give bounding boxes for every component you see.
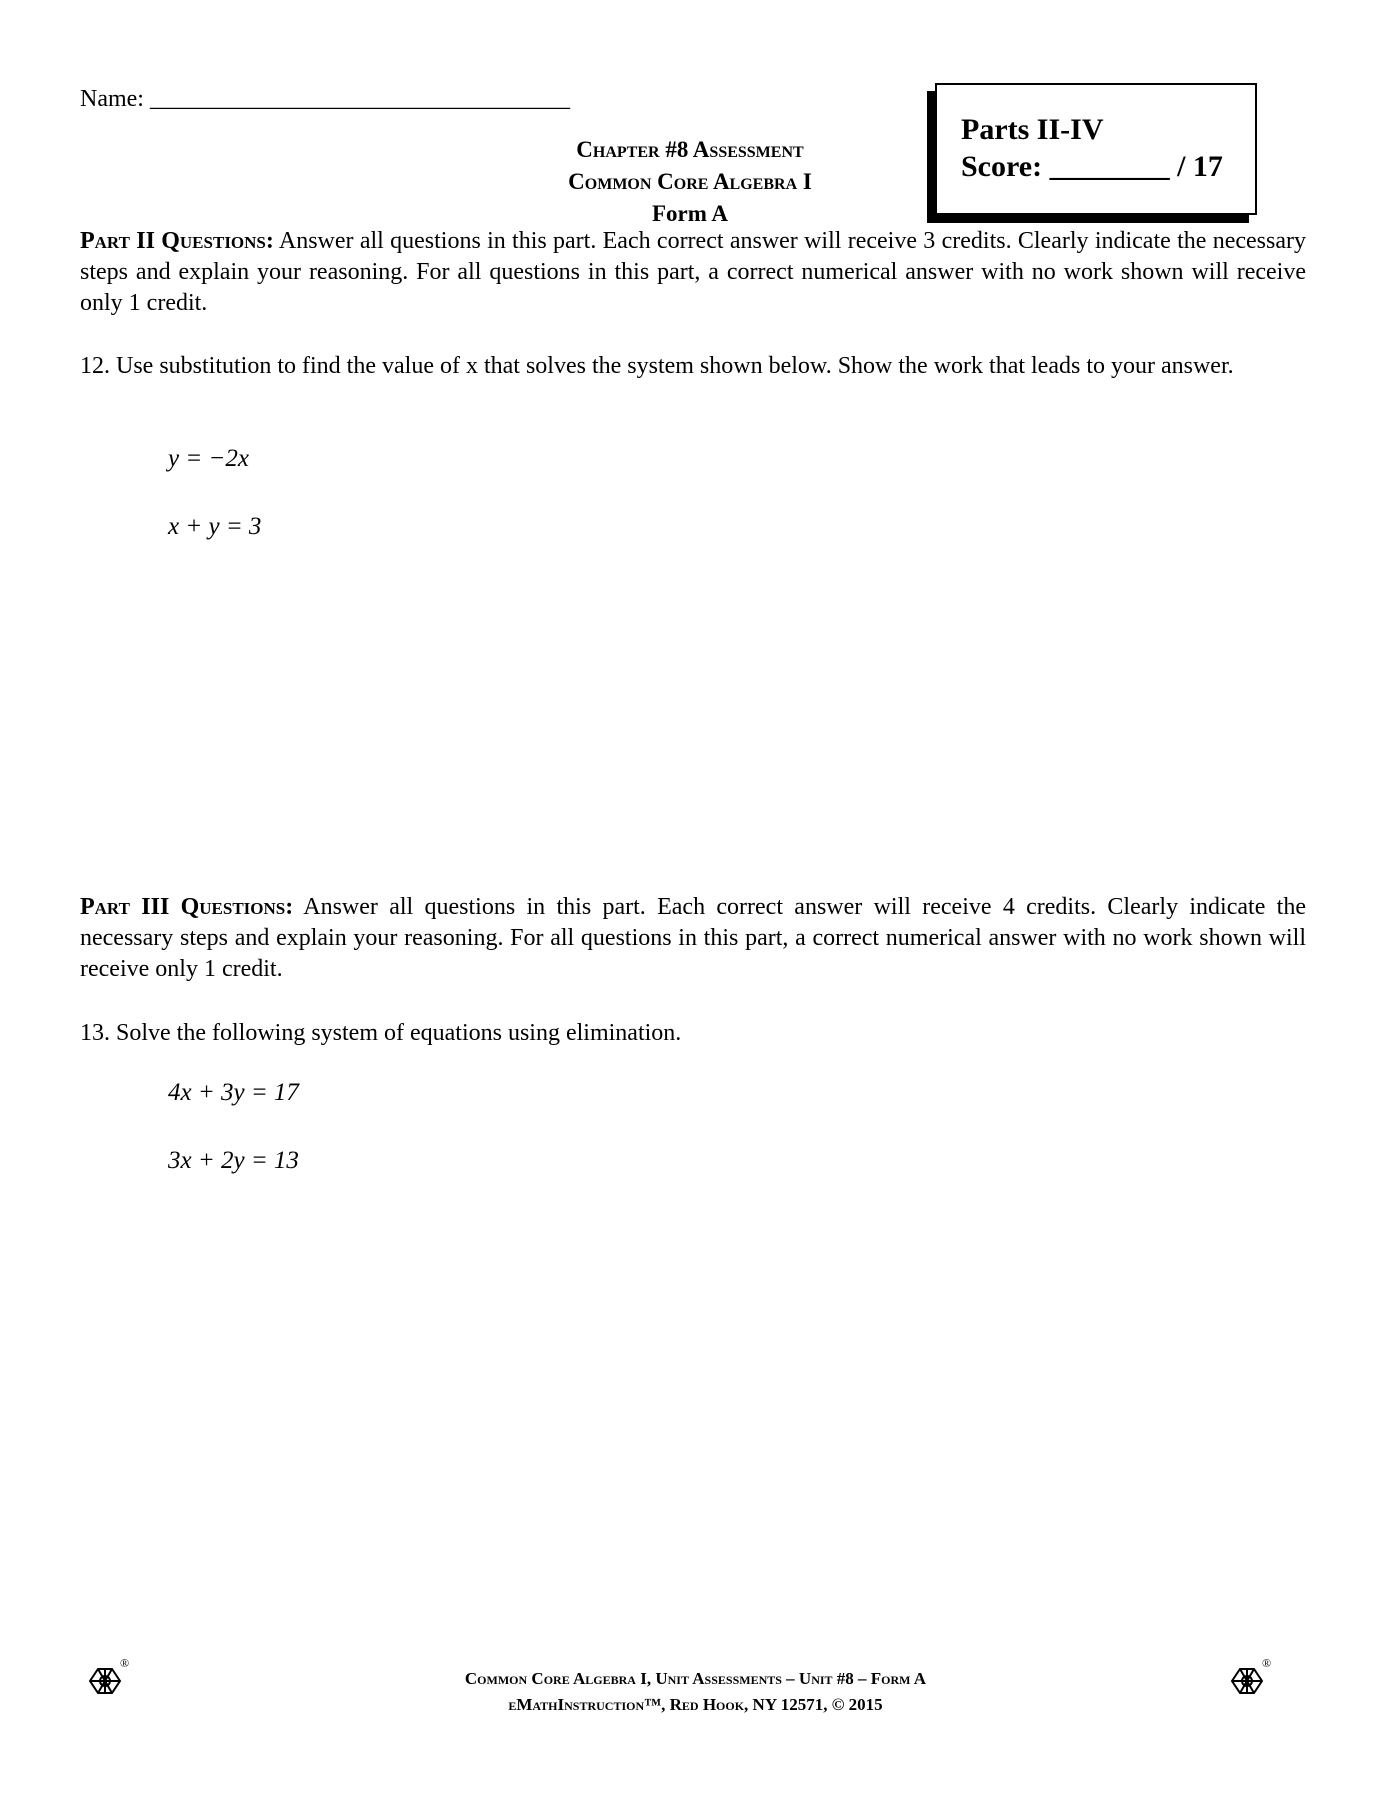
svg-text:®: ® <box>1262 1656 1272 1670</box>
part2-heading: Part II Questions: <box>80 228 274 254</box>
q13-equation-2: 3x + 2y = 13 <box>168 1147 299 1174</box>
question-13: 13. Solve the following system of equations using elimination. <box>80 1020 682 1046</box>
score-label: Score: <box>961 150 1043 183</box>
emath-logo-icon <box>1228 1655 1276 1711</box>
q13-equation-1: 4x + 3y = 17 <box>168 1079 299 1106</box>
q12-equation-1: y = −2x <box>168 445 249 472</box>
svg-text:®: ® <box>120 1656 130 1670</box>
document-title <box>490 134 890 230</box>
name-label: Name: <box>80 86 144 112</box>
emath-logo-icon <box>86 1655 134 1711</box>
footer-line-2: eMathInstruction™, Red Hook, NY 12571, © 2015 <box>508 1695 883 1714</box>
part2-text: Answer all questions in this part. Each correct answer will receive 3 credits. Clearly indicate the necessary steps and explain your reasoning. For all questions in this part, a correct numerical answer with no work shown will receive only 1 credit. <box>80 228 1306 316</box>
footer-line-1: Common Core Algebra I, Unit Assessments – Unit #8 – Form A <box>464 1669 927 1688</box>
q12-equation-2: x + y = 3 <box>168 513 262 540</box>
score-total: / 17 <box>1177 150 1223 183</box>
name-blank[interactable]: ___________________________________ <box>149 86 570 112</box>
part3-heading: Part III Questions: <box>80 894 294 920</box>
question-12: 12. Use substitution to find the value of x that solves the system shown below. Show the work that leads to your answer. <box>80 353 1234 379</box>
score-box <box>935 83 1257 215</box>
title-form: Form A <box>651 201 728 226</box>
title-chapter: Chapter #8 Assessment <box>576 137 804 162</box>
part3-instructions <box>80 892 1306 985</box>
name-field[interactable] <box>80 84 570 115</box>
title-course: Common Core Algebra I <box>568 169 812 194</box>
part2-instructions <box>80 226 1306 319</box>
score-blank[interactable]: ________ <box>1049 150 1170 183</box>
score-parts-label: Parts II-IV <box>961 113 1104 146</box>
footer <box>300 1666 1091 1718</box>
part3-text: Answer all questions in this part. Each correct answer will receive 4 credits. Clearly indicate the necessary steps and explain your reasoning. For all questions in this part, a correct numerical answer with no work shown will receive only 1 credit. <box>80 894 1306 982</box>
